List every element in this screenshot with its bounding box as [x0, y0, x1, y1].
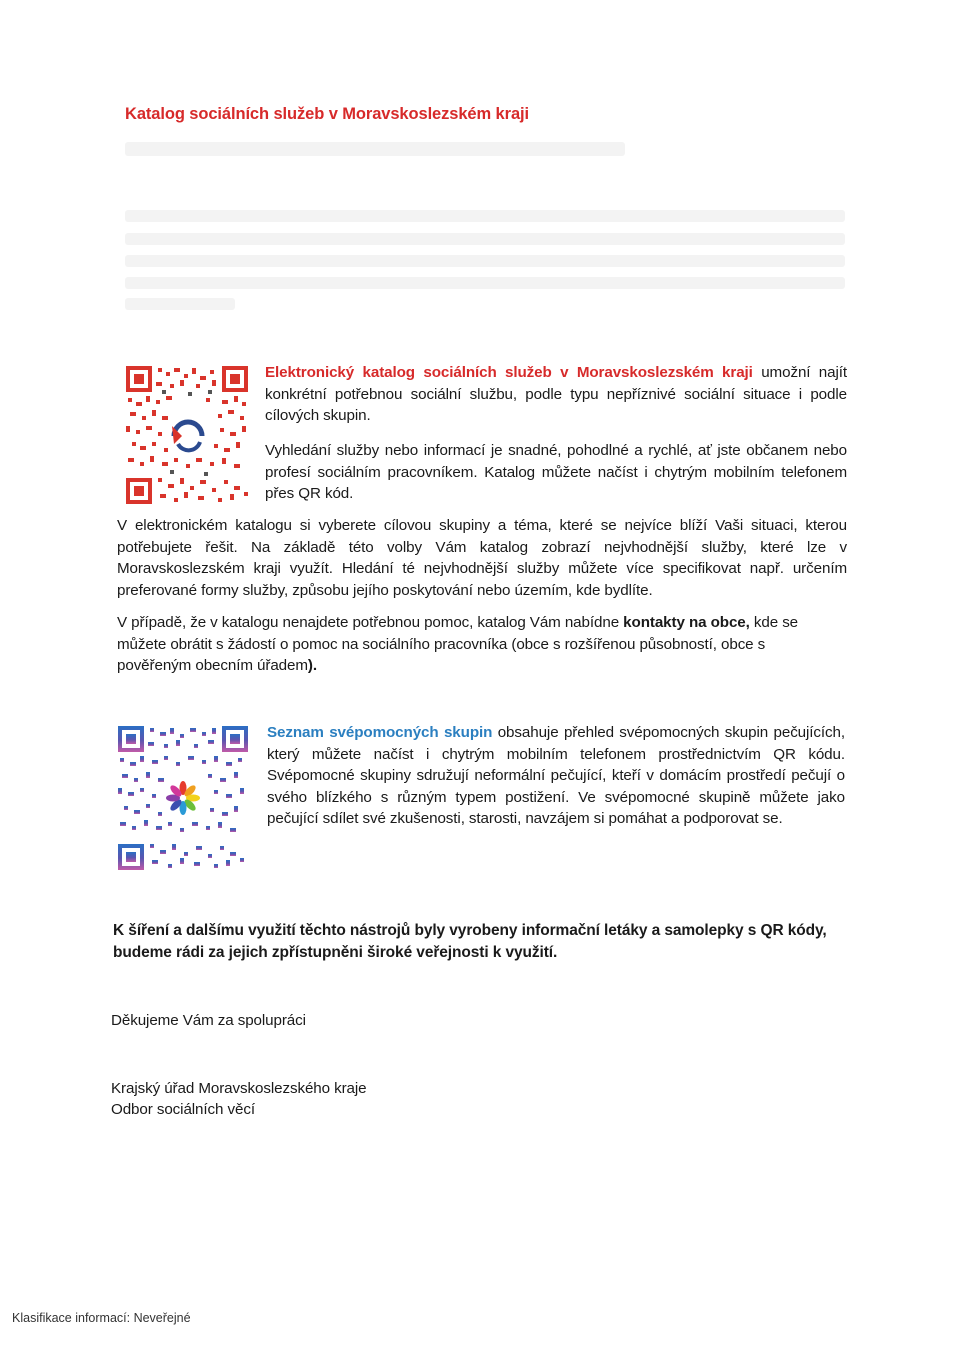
catalog-paragraph-4	[117, 612, 837, 677]
faded-text-block	[125, 255, 845, 267]
catalog-link[interactable]: Elektronický katalog sociálních služeb v Moravskoslezském kraji	[265, 364, 753, 381]
faded-text-block	[125, 233, 845, 245]
support-groups-link[interactable]: Seznam svépomocných skupin	[267, 724, 493, 741]
classification-footer: Klasifikace informací: Neveřejné	[12, 1311, 191, 1325]
municipality-contacts: kontakty na obce,	[623, 614, 750, 631]
support-groups-text: obsahuje přehled svépomocných skupin pečujících, který můžete načíst i chytrým mobilním telefonem prostřednictvím QR kódu. Svépomocné skupiny sdružují neformální pečující, kteří v domácím prostředí pečují o svého blízkého s různým typem postižení. Ve svépomocné skupině můžete jako pečující sdílet své zkušenosti, starosti, navzájem si pomáhat a podporovat se.	[267, 724, 845, 827]
faded-text-block	[125, 277, 845, 289]
catalog-paragraph-3: V elektronickém katalogu si vyberete cílovou skupiny a téma, které se nejvíce blíží Vaši situaci, kterou potřebujete řešit. Na základě této volby Vám katalog zobrazí nejvhodnější služby, které lze v Moravskoslezském kraji využít. Hledání té nejvhodnější služby můžete více specifikovat např. určením preferované formy služby, způsobu jejího poskytování nebo územím, kde bydlíte.	[117, 517, 847, 599]
page-title: Katalog sociálních služeb v Moravskoslezském kraji	[125, 105, 530, 123]
catalog-paragraph-2: Vyhledání služby nebo informací je snadné, pohodlné a rychlé, ať jste občanem nebo profesí sociálním pracovníkem. Katalog můžete načíst i chytrým mobilním telefonem přes QR kód.	[265, 442, 847, 502]
catalog-intro-text: umožní najít konkrétní potřebnou sociální službu, podle typu nepříznivé sociální situace i podle cílových skupin.	[265, 364, 847, 424]
qr-code-catalog[interactable]	[126, 366, 248, 504]
closing-statement: K šíření a dalšímu využití těchto nástrojů byly vyrobeny informační letáky a samolepky s QR kódy, budeme rádi za jejich zpřístupněni široké veřejnosti k využití.	[113, 922, 827, 961]
faded-text-block	[125, 210, 845, 222]
catalog-paragraph-4-end: ).	[307, 657, 317, 674]
thanks-line: Děkujeme Vám za spolupráci	[111, 1012, 306, 1029]
catalog-paragraph-4-text-a: V případě, že v katalogu nenajdete potřebnou pomoc, katalog Vám nabídne	[117, 614, 624, 631]
signature-line-2: Odbor sociálních věcí	[111, 1101, 255, 1118]
catalog-paragraph-4-text-b: kde se můžete obrátit s žádostí o pomoc na sociálního pracovníka (obce s rozšířenou působností, obce s pověřeným obecním úřadem	[117, 614, 799, 674]
catalog-intro	[265, 362, 847, 427]
support-groups-paragraph	[267, 722, 845, 830]
faded-text-block	[125, 142, 625, 156]
faded-text-block	[125, 298, 235, 310]
qr-code-support-groups[interactable]	[118, 726, 248, 871]
signature-line-1: Krajský úřad Moravskoslezského kraje	[111, 1080, 367, 1097]
